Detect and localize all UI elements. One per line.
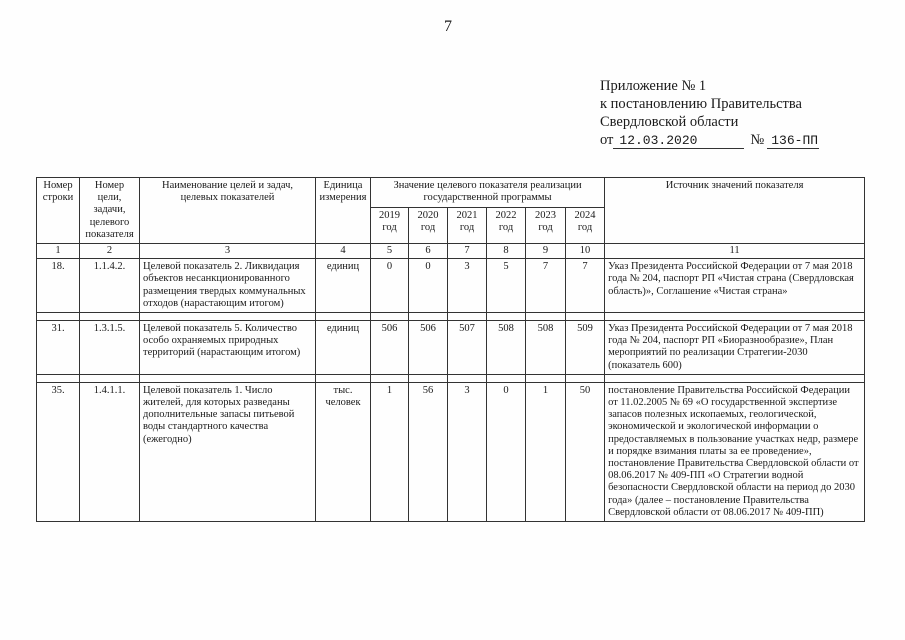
value-2020: 56 — [409, 382, 448, 521]
value-2020: 506 — [409, 321, 448, 375]
column-number: 4 — [316, 244, 371, 259]
value-2022: 0 — [487, 382, 526, 521]
value-2022: 508 — [487, 321, 526, 375]
indicators-table — [36, 177, 865, 522]
appendix-date-number — [600, 131, 819, 149]
header-year: 2020 год — [409, 208, 448, 244]
row-gap — [37, 374, 865, 382]
row-number: 31. — [37, 321, 80, 375]
value-2021: 507 — [448, 321, 487, 375]
column-number-row — [37, 244, 865, 259]
header-goal-number: Номер цели, задачи, целевого показателя — [80, 178, 140, 244]
table-row — [37, 259, 865, 313]
column-number: 9 — [526, 244, 566, 259]
header-source: Источник значений показателя — [605, 178, 865, 244]
value-2024: 7 — [566, 259, 605, 313]
value-2019: 0 — [371, 259, 409, 313]
table-row — [37, 382, 865, 521]
unit: единиц — [316, 321, 371, 375]
header-unit: Единица измерения — [316, 178, 371, 244]
from-label: от — [600, 132, 614, 148]
column-number: 2 — [80, 244, 140, 259]
indicator-name: Целевой показатель 1. Число жителей, для которых разведаны дополнительные запасы питьевой воды стандартного качества (ежегодно) — [140, 382, 316, 521]
column-number: 8 — [487, 244, 526, 259]
header-row-number: Номер строки — [37, 178, 80, 244]
appendix-decree-line: к постановлению Правительства — [600, 96, 802, 112]
header-year: 2023 год — [526, 208, 566, 244]
decree-date: 12.03.2020 — [613, 134, 744, 149]
decree-number: 136-ПП — [767, 134, 819, 149]
column-number: 11 — [605, 244, 865, 259]
row-gap — [37, 313, 865, 321]
indicator-name: Целевой показатель 5. Количество особо охраняемых природных территорий (нарастающим итогом) — [140, 321, 316, 375]
appendix-title: Приложение № 1 — [600, 78, 707, 94]
number-label: № — [750, 132, 765, 148]
appendix-header — [600, 77, 819, 149]
source: Указ Президента Российской Федерации от 7 мая 2018 года № 204, паспорт РП «Биоразнообразие», План мероприятий по реализации Стратегии-2030 (показатель 600) — [605, 321, 865, 375]
row-number: 35. — [37, 382, 80, 521]
value-2021: 3 — [448, 382, 487, 521]
goal-code: 1.1.4.2. — [80, 259, 140, 313]
value-2020: 0 — [409, 259, 448, 313]
value-2023: 1 — [526, 382, 566, 521]
value-2023: 508 — [526, 321, 566, 375]
header-year: 2024 год — [566, 208, 605, 244]
value-2022: 5 — [487, 259, 526, 313]
indicator-name: Целевой показатель 2. Ликвидация объектов несанкционированного размещения твердых коммунальных отходов (нарастающим итогом) — [140, 259, 316, 313]
value-2023: 7 — [526, 259, 566, 313]
column-number: 3 — [140, 244, 316, 259]
goal-code: 1.4.1.1. — [80, 382, 140, 521]
source: постановление Правительства Российской Федерации от 11.02.2005 № 69 «О государственной экспертизе запасов полезных ископаемых, геологической, экономической и экологической информации о предоставляемых в пользование участках недр, размере и порядке взимания платы за ее проведение», постановление Правительства Свердловской области от 08.06.2017 № 409-ПП «О Стратегии водной безопасности Свердловской области на период до 2030 года» (далее – постановление Правительства Свердловской области от 08.06.2017 № 409-ПП) — [605, 382, 865, 521]
row-number: 18. — [37, 259, 80, 313]
value-2021: 3 — [448, 259, 487, 313]
column-number: 6 — [409, 244, 448, 259]
header-year: 2021 год — [448, 208, 487, 244]
column-number: 1 — [37, 244, 80, 259]
column-number: 5 — [371, 244, 409, 259]
unit: единиц — [316, 259, 371, 313]
column-number: 7 — [448, 244, 487, 259]
column-number: 10 — [566, 244, 605, 259]
header-values-group: Значение целевого показателя реализации государственной программы — [371, 178, 605, 208]
header-year: 2022 год — [487, 208, 526, 244]
header-name: Наименование целей и задач, целевых показателей — [140, 178, 316, 244]
page-number: 7 — [444, 18, 452, 35]
table-row — [37, 321, 865, 375]
value-2019: 506 — [371, 321, 409, 375]
value-2024: 509 — [566, 321, 605, 375]
unit: тыс. человек — [316, 382, 371, 521]
goal-code: 1.3.1.5. — [80, 321, 140, 375]
header-year: 2019 год — [371, 208, 409, 244]
value-2019: 1 — [371, 382, 409, 521]
value-2024: 50 — [566, 382, 605, 521]
source: Указ Президента Российской Федерации от 7 мая 2018 года № 204, паспорт РП «Чистая страна (Свердловская область)», Соглашение «Чистая страна» — [605, 259, 865, 313]
appendix-region-line: Свердловской области — [600, 114, 739, 130]
